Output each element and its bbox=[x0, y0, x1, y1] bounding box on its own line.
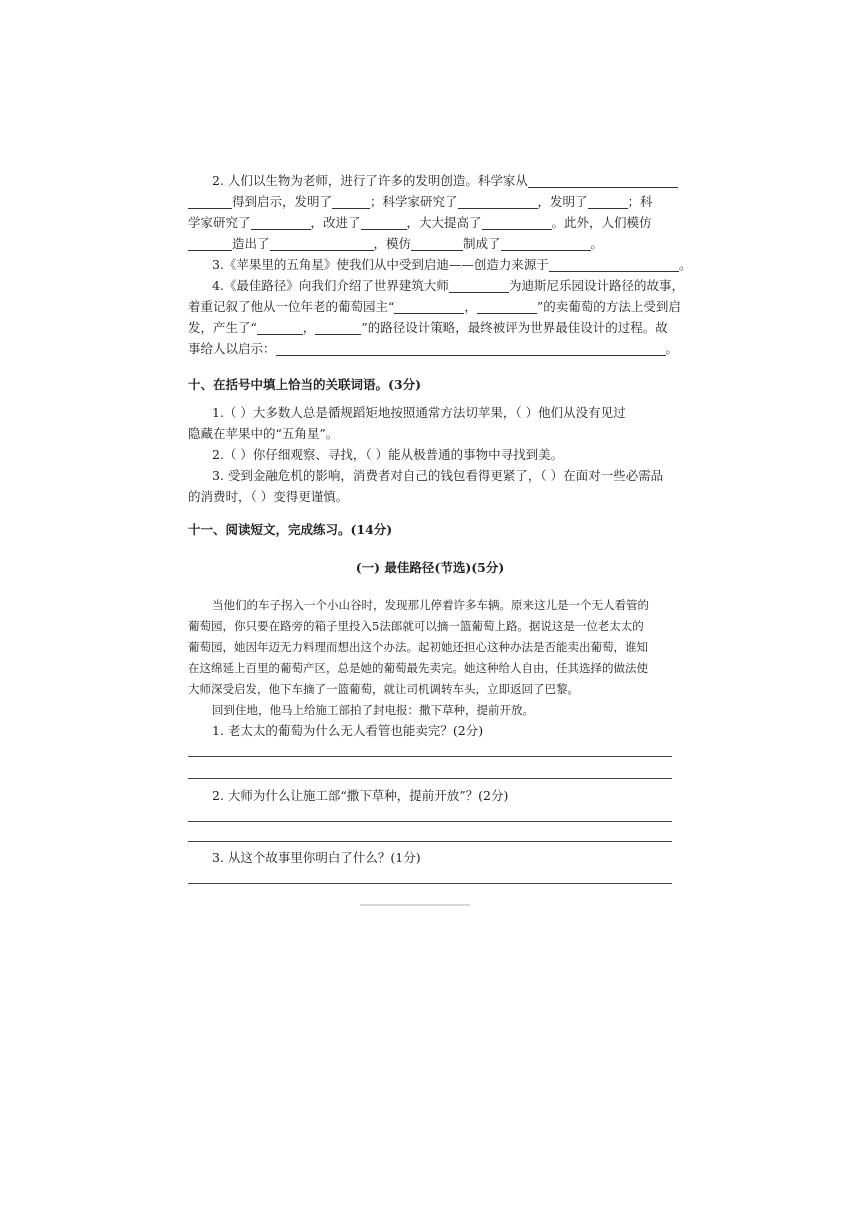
q3-text: 3.《苹果里的五角星》使我们从中受到启迪——创造力来源于 bbox=[212, 257, 549, 272]
q2-text-4c: 制成了 bbox=[463, 236, 501, 251]
blank[interactable] bbox=[315, 321, 361, 335]
q4-text-3b: ， bbox=[302, 320, 316, 335]
answer-line[interactable] bbox=[188, 778, 672, 779]
q4-text-4a: 事给人以启示： bbox=[188, 341, 276, 356]
q3-line bbox=[188, 256, 692, 274]
q2-line4 bbox=[188, 235, 675, 253]
q4-text-2c: ”的卖葡萄的方法上受到启 bbox=[536, 299, 681, 314]
passage-line: 在这绵延上百里的葡萄产区，总是她的葡萄最先卖完。她这种给人自由，任其选择的做法使 bbox=[188, 661, 648, 675]
q2-text-3c: ，大大提高了 bbox=[406, 215, 482, 230]
blank[interactable] bbox=[332, 195, 370, 209]
blank[interactable] bbox=[588, 195, 628, 209]
q4-text-2a: 着重记叙了他从一位年老的葡萄园主“ bbox=[188, 299, 395, 314]
q2-text-2b: ；科学家研究了 bbox=[370, 194, 458, 209]
passage-line: 大师深受启发，他下车摘了一篮葡萄，就让司机调转车头，立即返回了巴黎。 bbox=[188, 682, 579, 696]
q4-text-4b: 。 bbox=[665, 341, 679, 356]
q2-line1 bbox=[188, 172, 675, 190]
blank[interactable] bbox=[361, 216, 407, 230]
reading-question-3: 3. 从这个故事里你明白了什么？(1分) bbox=[212, 850, 421, 865]
q2-line3 bbox=[188, 214, 675, 232]
reading-question-1: 1. 老太太的葡萄为什么无人看管也能卖完？(2分) bbox=[212, 723, 484, 738]
q2-text-4a: 造出了 bbox=[232, 236, 270, 251]
answer-line[interactable] bbox=[188, 821, 672, 822]
q2-text-3b: ，改进了 bbox=[310, 215, 361, 230]
q4-text-3a: 发，产生了“ bbox=[188, 320, 257, 335]
blank[interactable] bbox=[458, 195, 538, 209]
section11-heading: 十一、阅读短文，完成练习。(14分) bbox=[188, 522, 393, 537]
answer-line[interactable] bbox=[188, 841, 672, 842]
q4-line2 bbox=[188, 298, 681, 316]
q2-text-2d: ；科 bbox=[627, 194, 653, 209]
blank[interactable] bbox=[482, 216, 552, 230]
blank[interactable] bbox=[276, 342, 666, 356]
s10-q1-line2: 隐藏在苹果中的“五角星”。 bbox=[188, 426, 339, 441]
q2-text-3a: 学家研究了 bbox=[188, 215, 251, 230]
blank[interactable] bbox=[449, 279, 509, 293]
blank[interactable] bbox=[477, 300, 537, 314]
passage-title: (一) 最佳路径(节选)(5分) bbox=[355, 560, 505, 575]
blank[interactable] bbox=[394, 300, 464, 314]
blank[interactable] bbox=[188, 195, 232, 209]
q2-text-3d: 。此外，人们模仿 bbox=[551, 215, 652, 230]
passage-line: 葡萄园，你只要在路旁的箱子里投入5法郎就可以摘一篮葡萄上路。据说这是一位老太太的 bbox=[188, 619, 644, 633]
passage-line: 葡萄园，她因年迈无力料理而想出这个办法。起初她还担心这种办法是否能卖出葡萄，谁知 bbox=[188, 640, 648, 654]
passage-line: 回到住地，他马上给施工部拍了封电报：撒下草种，提前开放。 bbox=[212, 703, 534, 717]
q2-line2 bbox=[188, 193, 675, 211]
q4-text-2b: ， bbox=[464, 299, 477, 314]
blank[interactable] bbox=[257, 321, 303, 335]
q3-end: 。 bbox=[678, 257, 692, 272]
q4-line3 bbox=[188, 319, 675, 337]
scan-artifact bbox=[360, 904, 470, 906]
q4-text-1b: 为迪斯尼乐园设计路径的故事， bbox=[508, 278, 684, 293]
blank[interactable] bbox=[270, 237, 374, 251]
answer-line[interactable] bbox=[188, 756, 672, 757]
blank[interactable] bbox=[411, 237, 463, 251]
q4-line1 bbox=[188, 277, 684, 295]
q2-text-2a: 得到启示，发明了 bbox=[232, 194, 333, 209]
s10-q1-line1: 1.（ ）大多数人总是循规蹈矩地按照通常方法切苹果，（ ）他们从没有见过 bbox=[212, 405, 626, 420]
q2-text-2c: ，发明了 bbox=[537, 194, 588, 209]
blank[interactable] bbox=[528, 174, 678, 188]
blank[interactable] bbox=[501, 237, 591, 251]
q2-text-1: 2. 人们以生物为老师，进行了许多的发明创造。科学家从 bbox=[212, 173, 528, 188]
s10-q3-line2: 的消费时，（ ）变得更谨慎。 bbox=[188, 489, 349, 504]
reading-question-2: 2. 大师为什么让施工部“撒下草种，提前开放”？(2分) bbox=[212, 788, 509, 803]
s10-q3-line1: 3. 受到金融危机的影响，消费者对自己的钱包看得更紧了，（ ）在面对一些必需品 bbox=[212, 468, 664, 483]
q4-text-1a: 4.《最佳路径》向我们介绍了世界建筑大师 bbox=[212, 278, 449, 293]
q2-text-4d: 。 bbox=[590, 236, 604, 251]
blank[interactable] bbox=[251, 216, 311, 230]
q4-line4 bbox=[188, 340, 679, 358]
s10-q2-line: 2.（ ）你仔细观察、寻找，（ ）能从极普通的事物中寻找到美。 bbox=[212, 447, 564, 462]
blank[interactable] bbox=[188, 237, 232, 251]
q2-text-4b: ，模仿 bbox=[373, 236, 412, 251]
section10-heading: 十、在括号中填上恰当的关联词语。(3分) bbox=[188, 377, 422, 392]
answer-line[interactable] bbox=[188, 883, 672, 884]
q4-text-3c: ”的路径设计策略，最终被评为世界最佳设计的过程。故 bbox=[361, 320, 668, 335]
passage-line: 当他们的车子拐入一个小山谷时，发现那儿停着许多车辆。原来这儿是一个无人看管的 bbox=[212, 598, 649, 612]
blank[interactable] bbox=[549, 258, 679, 272]
